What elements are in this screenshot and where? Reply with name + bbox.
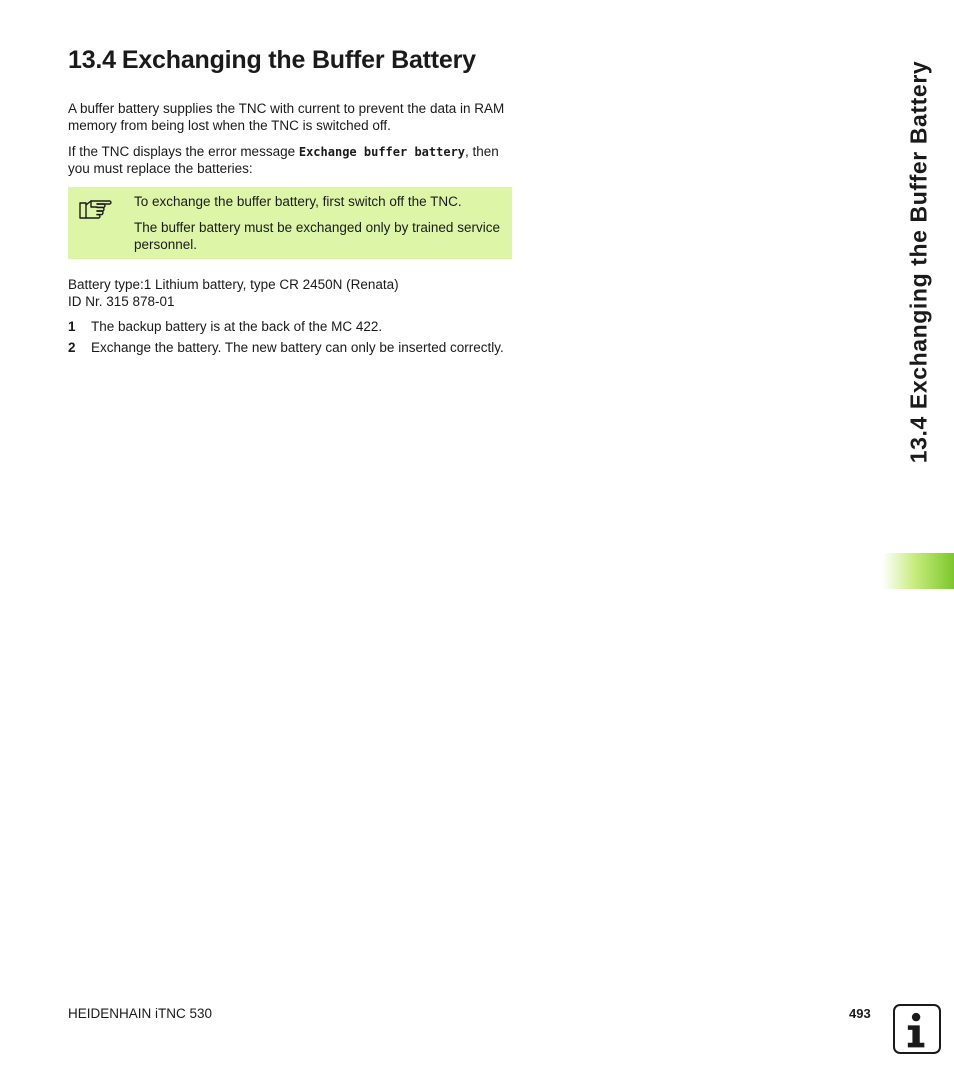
- step-text: Exchange the battery. The new battery can only be inserted correctly.: [91, 340, 504, 355]
- error-paragraph: [68, 144, 518, 177]
- intro-paragraph: A buffer battery supplies the TNC with current to prevent the data in RAM memory from being lost when the TNC is switched off.: [68, 101, 505, 133]
- note-line-1: To exchange the buffer battery, first switch off the TNC.: [134, 194, 462, 209]
- step-number: 2: [68, 340, 76, 355]
- info-icon: [893, 1004, 941, 1054]
- section-title: Exchanging the Buffer Battery: [121, 46, 476, 74]
- chapter-tab: [882, 553, 954, 589]
- battery-id: ID Nr. 315 878-01: [68, 293, 175, 309]
- list-item: [68, 319, 518, 336]
- error-message: Exchange buffer battery: [298, 145, 466, 159]
- list-item: [68, 340, 518, 357]
- battery-type: Battery type:1 Lithium battery, type CR 2450N (Renata): [68, 277, 399, 292]
- error-text-before: If the TNC displays the error message: [68, 144, 299, 159]
- page-number: 493: [849, 1006, 871, 1021]
- error-text-after: , then you must replace the batteries:: [68, 144, 499, 176]
- step-number: 1: [68, 319, 76, 334]
- step-text: The backup battery is at the back of the MC 422.: [91, 319, 383, 334]
- side-chapter-title: 13.4 Exchanging the Buffer Battery: [905, 60, 932, 464]
- section-number: 13.4: [68, 46, 116, 74]
- note-line-2: The buffer battery must be exchanged only by trained service personnel.: [134, 220, 500, 252]
- pointing-hand-icon: [78, 197, 112, 221]
- note-box: [68, 187, 512, 259]
- battery-info: [68, 277, 518, 310]
- footer-product: HEIDENHAIN iTNC 530: [68, 1006, 213, 1021]
- page-title: [68, 46, 476, 75]
